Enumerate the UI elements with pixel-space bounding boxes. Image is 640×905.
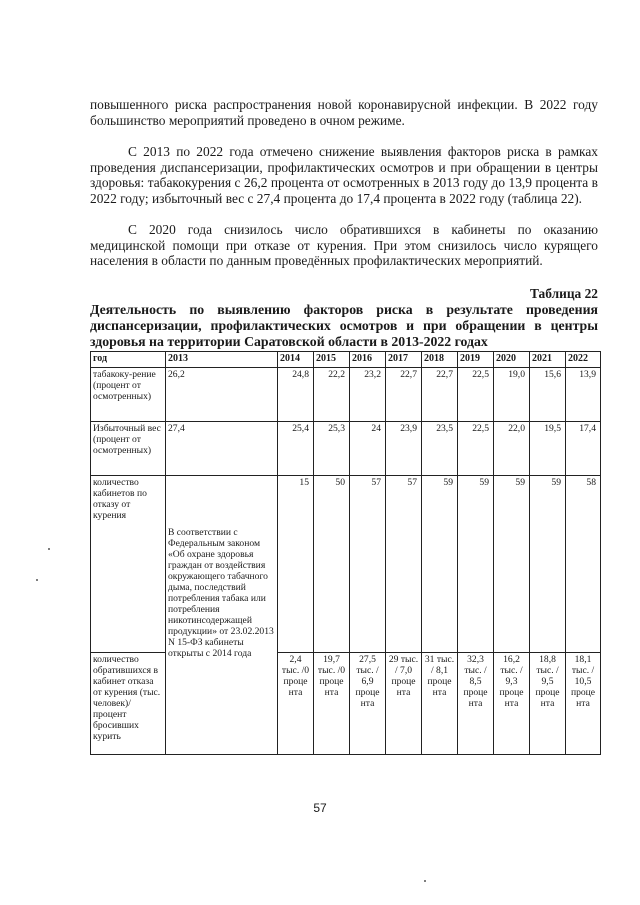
table-cell: 22,2 (314, 368, 350, 422)
table-cell: 59 (494, 476, 530, 653)
scan-speck (48, 548, 50, 550)
table-cell: 15,6 (530, 368, 566, 422)
header-cell: 2018 (422, 352, 458, 368)
table-cell: 13,9 (566, 368, 601, 422)
table-cell: 22,0 (494, 422, 530, 476)
paragraph-3: С 2020 года снизилось число обратившихся в кабинеты по оказанию медицинской помощи при отказе от курения. При этом снизилось число курящего населения в области по данным проведённых профилактических мероприятий. (90, 222, 598, 269)
table-title: Деятельность по выявлению факторов риска в результате проведения диспансеризации, профилактических осмотров и при обращении в центры здоровья на территории Саратовской области в 2013-2022 годах (90, 302, 598, 349)
scan-speck (36, 579, 38, 581)
table-cell: 26,2 (166, 368, 278, 422)
table-cell: 25,4 (278, 422, 314, 476)
header-cell: год (91, 352, 166, 368)
table-cell: 50 (314, 476, 350, 653)
table-cell: 22,5 (458, 422, 494, 476)
page-number: 57 (313, 801, 327, 815)
table-header-row (91, 352, 601, 368)
table-row (91, 422, 601, 476)
table-cell: 31 тыс. / 8,1 проце нта (422, 653, 458, 755)
table-cell: 27,4 (166, 422, 278, 476)
header-cell: 2014 (278, 352, 314, 368)
table-cell: 25,3 (314, 422, 350, 476)
table-cell: 22,5 (458, 368, 494, 422)
spacer (168, 477, 275, 527)
paragraph-1: повышенного риска распространения новой коронавирусной инфекции. В 2022 году большинство мероприятий проведено в очном режиме. (90, 97, 598, 128)
table-cell: 18,8 тыс. / 9,5 проце нта (530, 653, 566, 755)
risk-factors-table (90, 351, 601, 755)
table-cell: 59 (458, 476, 494, 653)
law-note: В соответствии с Федеральным законом «Об охране здоровья граждан от воздействия окружающего табачного дыма, последствий потребления табака или потребления никотинсодержащей продукции» от 23.02.2013 N 15-ФЗ кабинеты открыты с 2014 года (168, 527, 274, 659)
table-cell: 17,4 (566, 422, 601, 476)
table-cell: 16,2 тыс. / 9,3 проце нта (494, 653, 530, 755)
table-cell: 23,5 (422, 422, 458, 476)
table-cell: 22,7 (422, 368, 458, 422)
table-row (91, 368, 601, 422)
scan-speck (424, 880, 426, 882)
table-cell: 19,5 (530, 422, 566, 476)
table-caption: Таблица 22 (529, 286, 598, 301)
row-label: количество кабинетов по отказу от курения (91, 476, 166, 653)
table-cell: 18,1 тыс. / 10,5 проце нта (566, 653, 601, 755)
table-row (91, 476, 601, 653)
row-label: количество обратившихся в кабинет отказа от курения (тыс. человек)/процент бросивших курить (91, 653, 166, 755)
law-note-cell (166, 476, 278, 755)
header-cell: 2013 (166, 352, 278, 368)
header-cell: 2019 (458, 352, 494, 368)
table-cell: 58 (566, 476, 601, 653)
header-cell: 2017 (386, 352, 422, 368)
header-cell: 2022 (566, 352, 601, 368)
table-cell: 19,7 тыс. /0 проце нта (314, 653, 350, 755)
table-cell: 24 (350, 422, 386, 476)
table-cell: 27,5 тыс. / 6,9 проце нта (350, 653, 386, 755)
table-cell: 59 (530, 476, 566, 653)
table-cell: 57 (350, 476, 386, 653)
table-cell: 57 (386, 476, 422, 653)
table-cell: 22,7 (386, 368, 422, 422)
table-cell: 2,4 тыс. /0 проце нта (278, 653, 314, 755)
table-cell: 23,9 (386, 422, 422, 476)
row-label: Избыточный вес (процент от осмотренных) (91, 422, 166, 476)
table-cell: 29 тыс. / 7,0 проце нта (386, 653, 422, 755)
table-cell: 59 (422, 476, 458, 653)
table-cell: 23,2 (350, 368, 386, 422)
table-cell: 32,3 тыс. / 8,5 проце нта (458, 653, 494, 755)
header-cell: 2021 (530, 352, 566, 368)
header-cell: 2020 (494, 352, 530, 368)
paragraph-2: С 2013 по 2022 года отмечено снижение выявления факторов риска в рамках проведения диспансеризации, профилактических осмотров и при обращении в центры здоровья: табакокурения с 26,2 процента от осмотренных в 2013 году до 13,9 процента в 2022 году; избыточный вес с 27,4 процента до 17,4 процента в 2022 году (таблица 22). (90, 144, 598, 206)
row-label: табакоку-рение (процент от осмотренных) (91, 368, 166, 422)
header-cell: 2016 (350, 352, 386, 368)
header-cell: 2015 (314, 352, 350, 368)
table-cell: 15 (278, 476, 314, 653)
table-cell: 19,0 (494, 368, 530, 422)
table-cell: 24,8 (278, 368, 314, 422)
